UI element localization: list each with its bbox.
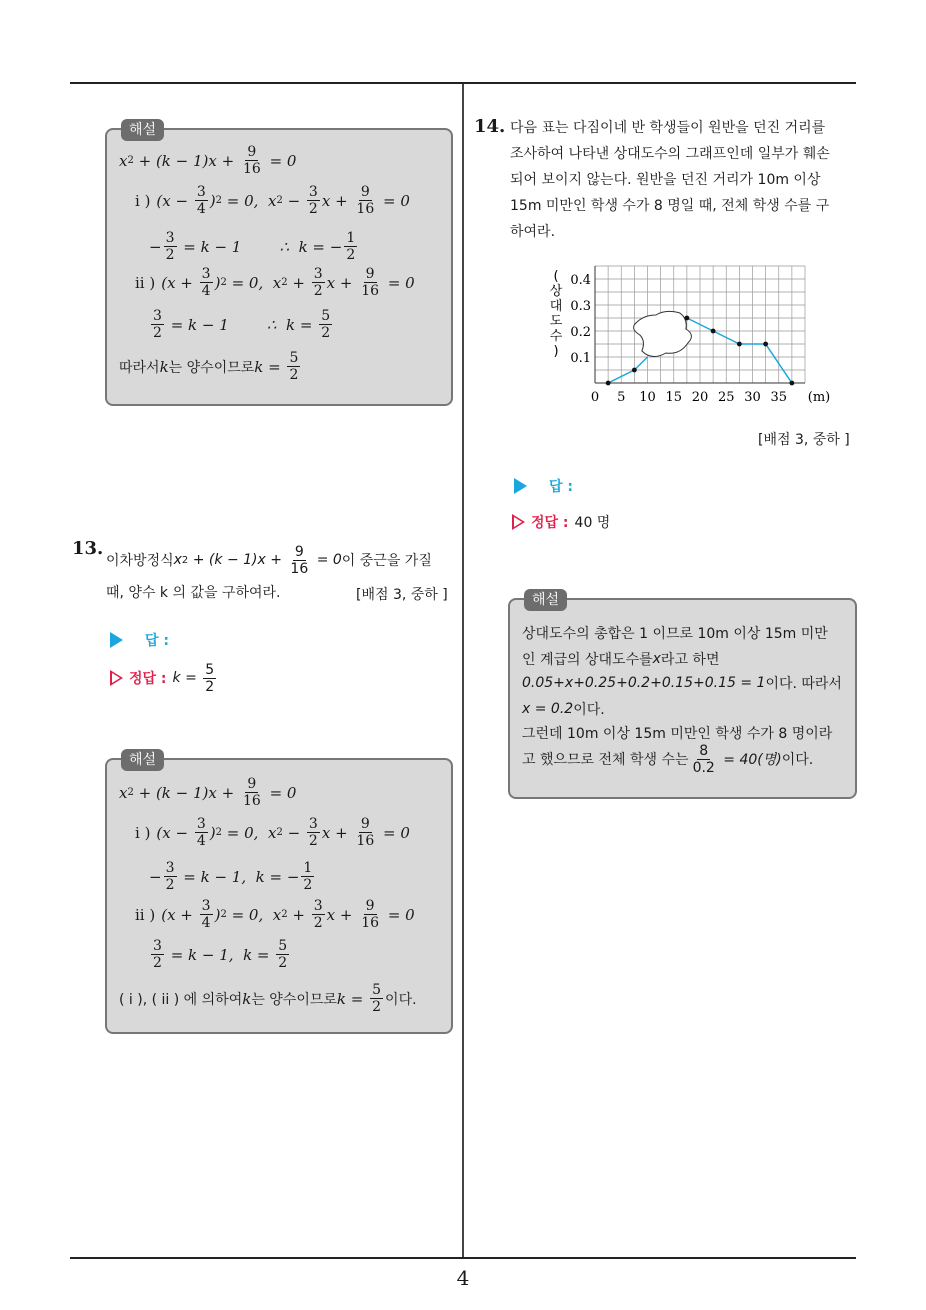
answer-label: 답 : bbox=[145, 633, 169, 649]
x-tick-label: 0 bbox=[590, 390, 600, 405]
fraction-numerator: 3 bbox=[313, 266, 323, 282]
fraction-numerator: 1 bbox=[346, 230, 356, 246]
question-14-line: 조사하여 나타낸 상대도수의 그래프인데 일부가 훼손 bbox=[510, 146, 830, 162]
x-tick-label: 30 bbox=[744, 390, 761, 405]
data-point bbox=[684, 316, 689, 321]
fraction-denominator: 2 bbox=[205, 678, 215, 695]
fraction-numerator: 5 bbox=[289, 350, 299, 366]
text-run: 고 했으므로 전체 학생 수는 bbox=[522, 752, 689, 768]
math-run: x + bbox=[326, 905, 358, 924]
answer-label: 답 : bbox=[549, 479, 573, 495]
math-run: ( bbox=[156, 823, 163, 842]
fraction-denominator: 2 bbox=[372, 999, 382, 1015]
correct-answer-row-14 bbox=[512, 512, 610, 532]
fraction bbox=[241, 776, 263, 809]
math-run: = k − 1 bbox=[165, 315, 229, 334]
correct-answer-row-13 bbox=[110, 660, 218, 696]
fraction-numerator: 3 bbox=[153, 308, 162, 324]
math-run: = 0 bbox=[378, 823, 410, 842]
fraction bbox=[307, 184, 320, 217]
math-run: k = bbox=[172, 670, 202, 686]
fraction bbox=[203, 662, 216, 695]
fraction bbox=[195, 816, 208, 849]
superscript: 2 bbox=[215, 827, 223, 838]
math-run: + bbox=[287, 273, 310, 292]
page-number: 4 bbox=[456, 1266, 470, 1290]
math-run: k bbox=[159, 357, 169, 376]
text-run: 는 양수이므로 bbox=[168, 359, 255, 376]
text-run: 이다. 따라서 bbox=[765, 676, 842, 692]
math-run: k bbox=[242, 989, 252, 1008]
math-run: = 0 bbox=[264, 151, 297, 170]
y-axis-label bbox=[550, 269, 563, 359]
math-run: + (k − 1)x + bbox=[133, 151, 239, 170]
fraction-numerator: 9 bbox=[294, 543, 304, 560]
superscript: 2 bbox=[281, 277, 288, 288]
math-run: x − bbox=[162, 191, 193, 210]
solution-line bbox=[522, 670, 842, 696]
fraction bbox=[312, 266, 325, 299]
math-run: ) bbox=[214, 273, 221, 292]
fraction-numerator: 5 bbox=[372, 982, 382, 998]
math-run: x + bbox=[167, 273, 198, 292]
fraction bbox=[288, 544, 310, 577]
math-run: k = bbox=[336, 989, 369, 1008]
fraction-denominator: 2 bbox=[313, 915, 323, 931]
fraction-denominator: 4 bbox=[201, 915, 211, 931]
fraction-numerator: 9 bbox=[247, 776, 257, 792]
fraction-numerator: 3 bbox=[201, 898, 211, 914]
fraction-numerator: 5 bbox=[278, 938, 288, 954]
case-label: i ) bbox=[135, 823, 151, 842]
text-run: 따라서 bbox=[119, 359, 160, 376]
fraction bbox=[164, 230, 177, 263]
math-run: x − bbox=[162, 823, 193, 842]
relative-frequency-graph bbox=[540, 258, 840, 408]
y-axis-label-char: 수 bbox=[549, 329, 563, 344]
solution-line bbox=[522, 720, 832, 746]
fraction bbox=[312, 898, 325, 931]
math-run: = k − 1 bbox=[178, 237, 242, 256]
fraction bbox=[151, 308, 164, 341]
superscript: 2 bbox=[276, 195, 283, 206]
fraction bbox=[195, 184, 208, 217]
math-run: ∴ k = − bbox=[241, 237, 343, 256]
solution-line bbox=[149, 860, 316, 893]
math-run: ) bbox=[214, 905, 221, 924]
math-run: + (k − 1)x + bbox=[133, 783, 239, 802]
x-tick-label: 15 bbox=[665, 390, 683, 405]
math-run: ∴ k = bbox=[228, 315, 318, 334]
y-tick-label: 0.3 bbox=[570, 299, 591, 314]
fraction-denominator: 4 bbox=[196, 201, 206, 217]
data-point bbox=[789, 381, 794, 386]
data-point bbox=[737, 342, 742, 347]
math-run: − bbox=[282, 191, 305, 210]
fraction bbox=[241, 144, 263, 177]
x-tick-label: 20 bbox=[691, 390, 709, 405]
y-axis-label-char: ( bbox=[553, 269, 559, 284]
superscript: 2 bbox=[181, 554, 189, 566]
text-run: 이다. bbox=[573, 702, 605, 718]
math-run: − bbox=[282, 823, 305, 842]
fraction bbox=[354, 816, 376, 849]
math-run: + (k − 1)x + bbox=[188, 552, 287, 568]
fraction-denominator: 2 bbox=[289, 367, 299, 383]
text-run: 는 양수이므로 bbox=[251, 991, 337, 1008]
fraction-numerator: 9 bbox=[360, 816, 370, 832]
fraction bbox=[370, 982, 383, 1015]
math-run: ( bbox=[161, 905, 168, 924]
text-run: 이차방정식 bbox=[106, 553, 174, 569]
fraction bbox=[344, 230, 357, 263]
fraction-denominator: 2 bbox=[308, 201, 318, 217]
series-line-segment bbox=[634, 357, 647, 370]
correct-answer-value bbox=[173, 662, 219, 695]
math-run: − bbox=[149, 237, 162, 256]
math-run: x bbox=[652, 651, 661, 667]
fraction-numerator: 9 bbox=[365, 898, 375, 914]
math-run: k = bbox=[254, 357, 286, 376]
y-axis-label-char: 도 bbox=[549, 314, 563, 329]
answer-row-13[interactable] bbox=[110, 630, 169, 650]
math-run: ( bbox=[161, 273, 168, 292]
fraction-numerator: 3 bbox=[196, 816, 206, 832]
correct-label: 정답 : bbox=[129, 671, 167, 687]
solution-line bbox=[522, 742, 814, 776]
fraction-numerator: 9 bbox=[247, 144, 257, 160]
superscript: 2 bbox=[220, 909, 227, 920]
question-14-score: [배점 3, 중하 ] bbox=[758, 432, 850, 448]
fraction bbox=[354, 184, 376, 217]
data-point bbox=[711, 329, 716, 334]
fraction-numerator: 3 bbox=[196, 184, 206, 200]
solution-line bbox=[149, 938, 291, 971]
solution-line bbox=[135, 816, 410, 849]
fraction bbox=[151, 938, 164, 971]
math-run: = 0, x bbox=[226, 905, 282, 924]
fraction-denominator: 2 bbox=[153, 325, 162, 341]
text-run: 이다. bbox=[781, 752, 814, 768]
solution-line bbox=[119, 144, 296, 177]
solution-line bbox=[135, 266, 415, 299]
math-run: = 0 bbox=[383, 273, 415, 292]
fraction-denominator: 2 bbox=[346, 247, 356, 263]
math-run: = 0, x bbox=[226, 273, 282, 292]
answer-arrow-icon bbox=[110, 632, 123, 648]
fraction-denominator: 2 bbox=[321, 325, 331, 341]
fraction-denominator: 2 bbox=[278, 955, 288, 971]
math-run: x + bbox=[326, 273, 358, 292]
fraction-denominator: 4 bbox=[196, 833, 206, 849]
math-run: 0.05+x+0.25+0.2+0.15+0.15 = 1 bbox=[522, 675, 766, 691]
text-run: 라고 하면 bbox=[660, 652, 720, 668]
fraction-denominator: 16 bbox=[356, 201, 375, 217]
question-14-line: 되어 보이지 않는다. 원반을 던진 거리가 10m 이상 bbox=[510, 172, 821, 188]
fraction-denominator: 16 bbox=[242, 161, 261, 177]
superscript: 2 bbox=[276, 827, 283, 838]
math-run: ) bbox=[209, 191, 216, 210]
fraction-numerator: 9 bbox=[360, 184, 370, 200]
question-14-line: 15m 미만인 학생 수가 8 명일 때, 전체 학생 수를 구 bbox=[510, 198, 830, 214]
question-14-line: 하여라. bbox=[510, 224, 556, 240]
x-tick-label: 35 bbox=[770, 390, 788, 405]
y-tick-label: 0.2 bbox=[570, 325, 591, 340]
superscript: 2 bbox=[127, 787, 134, 798]
correct-arrow-icon bbox=[110, 670, 123, 686]
case-label: i ) bbox=[135, 191, 151, 210]
case-label: ii ) bbox=[135, 273, 156, 292]
fraction bbox=[287, 350, 300, 383]
text-run: 이다. bbox=[385, 991, 417, 1008]
fraction bbox=[359, 266, 381, 299]
text-run: ( i ), ( ii ) 에 의하여 bbox=[119, 991, 243, 1008]
x-tick-label: 10 bbox=[639, 390, 656, 405]
question-14-line: 다음 표는 다짐이네 반 학생들이 원반을 던진 거리를 bbox=[510, 120, 826, 136]
solution-line bbox=[119, 982, 417, 1015]
answer-arrow-icon bbox=[514, 478, 527, 494]
fraction-denominator: 2 bbox=[153, 955, 162, 971]
solution-tag: 해설 bbox=[121, 119, 164, 141]
math-run: = k − 1, k = bbox=[165, 945, 275, 964]
fraction-numerator: 9 bbox=[365, 266, 375, 282]
column-divider bbox=[462, 84, 464, 1257]
math-run: ) bbox=[209, 823, 216, 842]
y-tick-label: 0.4 bbox=[570, 273, 591, 288]
text-run: 이 중근을 가질 bbox=[341, 553, 432, 569]
solution-line bbox=[149, 230, 359, 263]
math-run: = 0, x bbox=[222, 823, 277, 842]
fraction bbox=[276, 938, 289, 971]
math-run: = 0 bbox=[312, 552, 342, 568]
fraction-denominator: 16 bbox=[290, 560, 309, 577]
solution-card-12 bbox=[105, 122, 453, 406]
correct-label: 정답 : bbox=[531, 515, 569, 531]
superscript: 2 bbox=[220, 277, 227, 288]
fraction-numerator: 3 bbox=[313, 898, 323, 914]
fraction-numerator: 3 bbox=[165, 860, 175, 876]
fraction bbox=[301, 860, 314, 893]
correct-answer-value: 40 명 bbox=[574, 515, 611, 531]
fraction bbox=[164, 860, 177, 893]
solution-tag: 해설 bbox=[524, 589, 567, 611]
solution-line bbox=[522, 620, 828, 646]
superscript: 2 bbox=[281, 909, 288, 920]
question-13-score: [배점 3, 중하 ] bbox=[356, 587, 448, 603]
data-point bbox=[632, 368, 637, 373]
fraction-numerator: 5 bbox=[205, 661, 215, 678]
math-run: x = 0.2 bbox=[522, 701, 574, 717]
fraction-denominator: 2 bbox=[308, 833, 318, 849]
fraction-numerator: 3 bbox=[165, 230, 175, 246]
damaged-area bbox=[634, 311, 692, 356]
math-run: x + bbox=[321, 191, 353, 210]
fraction-denominator: 16 bbox=[361, 915, 380, 931]
fraction bbox=[691, 743, 717, 776]
answer-row-14[interactable] bbox=[514, 476, 573, 496]
fraction bbox=[200, 266, 213, 299]
text-run: 인 계급의 상대도수를 bbox=[522, 652, 653, 668]
math-run: x bbox=[119, 151, 128, 170]
solution-card-13 bbox=[105, 752, 453, 1034]
data-point bbox=[763, 342, 768, 347]
math-run: ( bbox=[156, 191, 163, 210]
text-run: 그런데 10m 이상 15m 미만인 학생 수가 8 명이라 bbox=[522, 726, 833, 742]
fraction-numerator: 5 bbox=[321, 308, 331, 324]
fraction-numerator: 3 bbox=[308, 184, 318, 200]
solution-line bbox=[119, 350, 302, 383]
bottom-rule bbox=[70, 1257, 856, 1259]
fraction-numerator: 8 bbox=[699, 742, 709, 759]
fraction-denominator: 0.2 bbox=[692, 759, 715, 776]
question-number-13: 13. bbox=[72, 538, 104, 559]
math-run: = 40(명) bbox=[718, 752, 782, 768]
x-tick-label: 5 bbox=[617, 390, 626, 405]
text-run: 상대도수의 총합은 1 이므로 10m 이상 15m 미만 bbox=[522, 626, 828, 642]
fraction bbox=[359, 898, 381, 931]
question-13-line-2: 때, 양수 k 의 값을 구하여라. bbox=[106, 585, 281, 601]
math-run: = 0, x bbox=[222, 191, 277, 210]
solution-line bbox=[135, 184, 410, 217]
y-axis-label-char: 상 bbox=[549, 284, 563, 299]
math-run: = 0 bbox=[383, 905, 415, 924]
solution-line bbox=[135, 898, 415, 931]
fraction-denominator: 16 bbox=[356, 833, 375, 849]
fraction-denominator: 16 bbox=[242, 793, 261, 809]
fraction-denominator: 2 bbox=[165, 247, 175, 263]
correct-arrow-icon bbox=[512, 514, 525, 530]
fraction-numerator: 3 bbox=[308, 816, 318, 832]
fraction-denominator: 2 bbox=[313, 283, 323, 299]
x-tick-label: 25 bbox=[717, 390, 735, 405]
fraction-denominator: 2 bbox=[165, 877, 175, 893]
superscript: 2 bbox=[215, 195, 223, 206]
y-tick-label: 0.1 bbox=[570, 351, 591, 366]
data-point bbox=[606, 381, 611, 386]
math-run: − bbox=[149, 867, 162, 886]
fraction-numerator: 1 bbox=[303, 860, 313, 876]
y-axis-label-char: ) bbox=[553, 344, 559, 359]
solution-card-14 bbox=[508, 592, 857, 799]
solution-line bbox=[149, 308, 334, 341]
fraction bbox=[307, 816, 320, 849]
fraction bbox=[319, 308, 332, 341]
solution-tag: 해설 bbox=[121, 749, 164, 771]
fraction-numerator: 3 bbox=[201, 266, 211, 282]
x-axis-unit-label: (m) bbox=[807, 390, 831, 405]
fraction bbox=[200, 898, 213, 931]
fraction-denominator: 16 bbox=[361, 283, 380, 299]
math-run: = 0 bbox=[264, 783, 297, 802]
fraction-denominator: 2 bbox=[303, 877, 313, 893]
superscript: 2 bbox=[127, 155, 134, 166]
math-run: + bbox=[287, 905, 310, 924]
solution-line bbox=[522, 646, 719, 672]
math-run: x bbox=[173, 552, 182, 568]
fraction-denominator: 4 bbox=[201, 283, 211, 299]
solution-line bbox=[522, 696, 605, 722]
solution-line bbox=[119, 776, 296, 809]
math-run: x + bbox=[321, 823, 353, 842]
math-run: x + bbox=[167, 905, 198, 924]
question-number-14: 14. bbox=[474, 116, 506, 137]
math-run: = 0 bbox=[378, 191, 410, 210]
case-label: ii ) bbox=[135, 905, 156, 924]
y-axis-label-char: 대 bbox=[549, 299, 563, 314]
math-run: x bbox=[119, 783, 128, 802]
fraction-numerator: 3 bbox=[153, 938, 162, 954]
question-13-line-1 bbox=[106, 541, 432, 579]
math-run: = k − 1, k = − bbox=[178, 867, 300, 886]
